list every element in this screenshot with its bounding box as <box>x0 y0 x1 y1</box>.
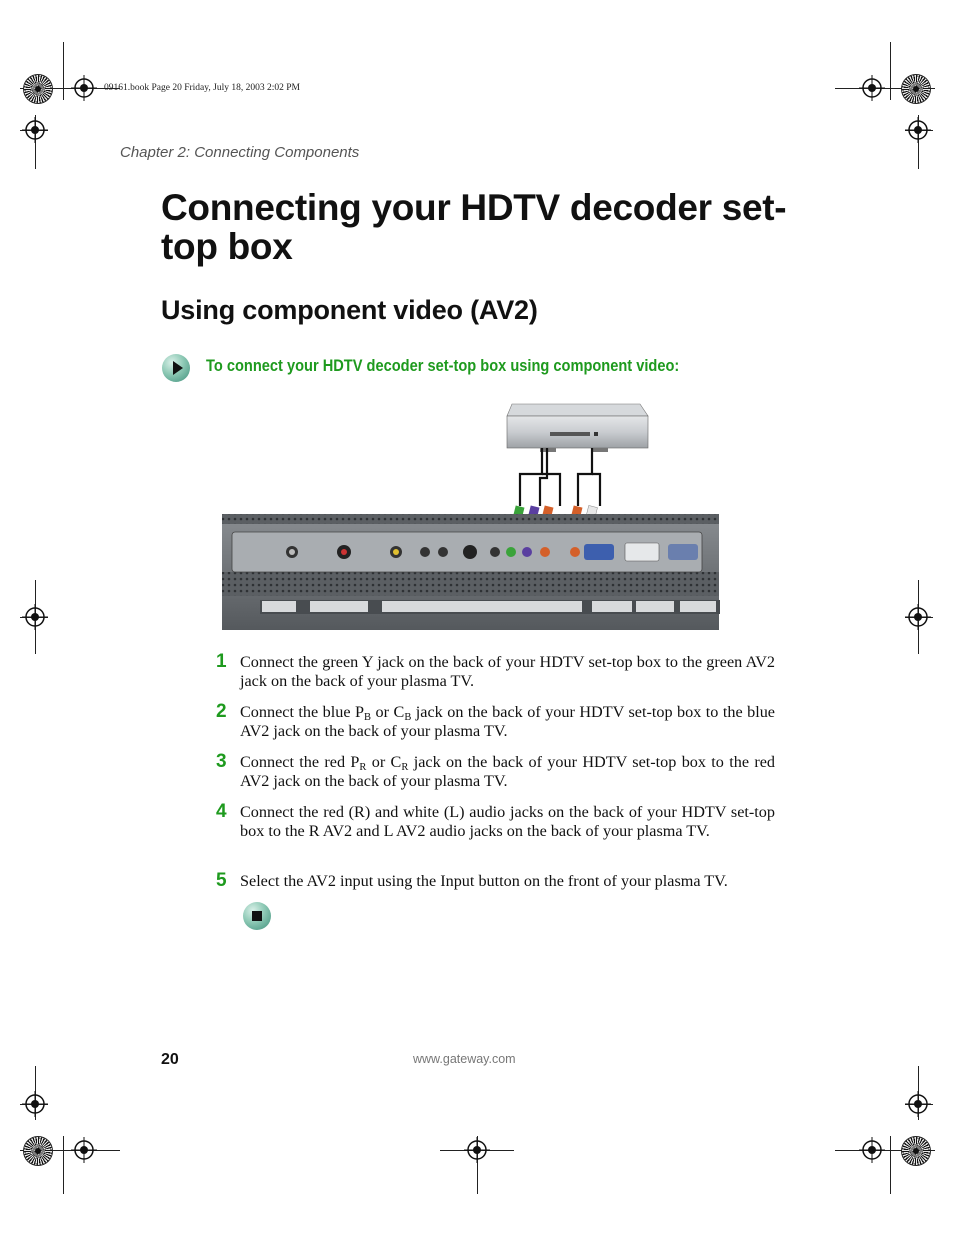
step-subscript: B <box>364 712 372 723</box>
registration-mark-icon <box>22 117 48 143</box>
step-text-part: or C <box>366 753 402 771</box>
step-text-part: jack on the back of your HDTV set-top box to the blue AV2 jack on the back of your plasma TV. <box>240 703 775 740</box>
step-subscript: R <box>401 762 409 773</box>
step-text: Connect the green Y jack on the back of your HDTV set-top box to the green AV2 jack on the back of your plasma TV. <box>240 653 775 690</box>
registration-mark-icon <box>22 1091 48 1117</box>
print-slug: 09161.book Page 20 Friday, July 18, 2003 2:02 PM <box>104 83 300 93</box>
tv-back-panel <box>222 514 720 630</box>
section-subtitle: Using component video (AV2) <box>161 295 538 325</box>
registration-mark-icon <box>71 1137 97 1163</box>
step-subscript: R <box>359 762 367 773</box>
procedure-heading: To connect your HDTV decoder set-top box using component video: <box>206 356 680 375</box>
play-arrow-icon <box>162 354 190 382</box>
step-number: 2 <box>216 701 227 722</box>
step-number: 5 <box>216 870 227 891</box>
registration-mark-icon <box>464 1137 490 1163</box>
running-header: Chapter 2: Connecting Components <box>120 144 360 161</box>
registration-mark-icon <box>71 75 97 101</box>
step-subscript: B <box>404 712 412 723</box>
cables <box>520 448 600 506</box>
color-wheel-mark-icon <box>902 1137 930 1165</box>
connection-diagram <box>220 402 720 632</box>
step-number: 3 <box>216 751 227 772</box>
stop-square-icon <box>243 902 271 930</box>
registration-mark-icon <box>859 75 885 101</box>
step-text: Select the AV2 input using the Input button on the front of your plasma TV. <box>240 872 728 890</box>
footer-url: www.gateway.com <box>413 1052 516 1066</box>
step-text-part: jack on the back of your HDTV set-top box to the red AV2 jack on the back of your plasma TV. <box>240 753 776 790</box>
color-wheel-mark-icon <box>24 1137 52 1165</box>
registration-mark-icon <box>905 1091 931 1117</box>
step-text <box>240 753 775 791</box>
color-wheel-mark-icon <box>24 75 52 103</box>
set-top-box <box>507 404 648 452</box>
step-number: 4 <box>216 801 227 822</box>
step-text: Connect the red (R) and white (L) audio jacks on the back of your HDTV set-top box to the R AV2 and L AV2 audio jacks on the back of your plasma TV. <box>240 803 775 840</box>
step-number: 1 <box>216 651 227 672</box>
registration-mark-icon <box>22 604 48 630</box>
step-text-part: or C <box>371 703 405 721</box>
step-text <box>240 703 775 741</box>
registration-mark-icon <box>859 1137 885 1163</box>
registration-mark-icon <box>905 604 931 630</box>
page-number: 20 <box>161 1051 179 1068</box>
registration-mark-icon <box>905 117 931 143</box>
color-wheel-mark-icon <box>902 75 930 103</box>
page-title: Connecting your HDTV decoder set-top box <box>161 187 787 267</box>
step-text-part: Connect the red P <box>240 753 360 771</box>
step-text-part: Connect the blue P <box>240 703 365 721</box>
